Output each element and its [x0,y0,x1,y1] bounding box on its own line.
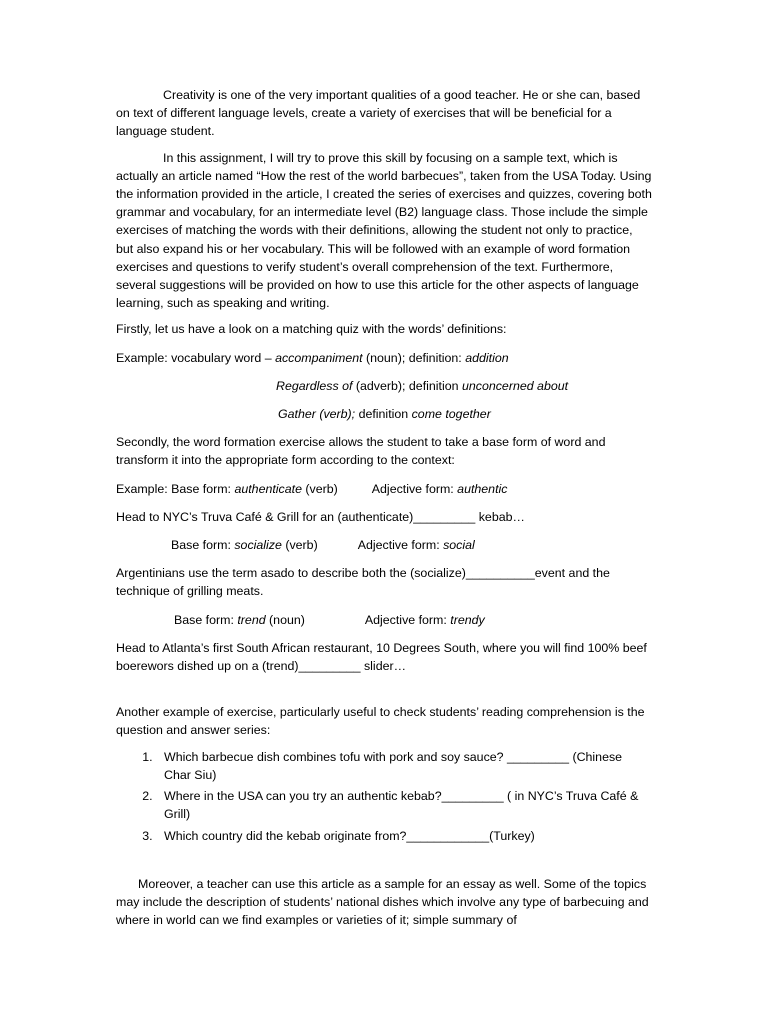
matching-example-3 [116,405,652,423]
word-formation-base-2-adj-label: Adjective form: [357,538,444,553]
matching-example-2-mid: (adverb); definition [352,378,462,393]
paragraph-another: Another example of exercise, particularly useful to check students’ reading comprehension is the question and answer series: [116,705,645,738]
word-formation-sentence-3: Head to Atlanta’s first South African restaurant, 10 Degrees South, where you will find 100% beef boerewors dished up on a (trend)_________ slider… [116,640,647,674]
word-formation-base-3 [116,611,652,629]
matching-example-1-word: accompaniment [275,350,363,365]
word-formation-base-2-pos: (verb) [281,538,318,553]
matching-example-2-definition: unconcerned about [461,378,569,393]
matching-example-3-word: Gather (verb); [278,407,356,422]
question-item-1: 1. Which barbecue dish combines tofu with pork and soy sauce? _________ (Chinese Char Siu) [156,748,652,784]
word-formation-base-3-label: Base form: [174,612,238,627]
word-formation-base-2-adj: social [443,538,475,553]
word-formation-example-adj: authentic [457,481,508,496]
matching-example-3-definition: come together [411,407,491,422]
word-formation-example-prefix: Example: Base form: [116,481,235,496]
paragraph-moreover: Moreover, a teacher can use this article as a sample for an essay as well. Some of the topics may include the description of students’ national dishes which involve any type of barbecuing and where in world can we find examples or varieties of it; simple summary of [116,876,649,928]
paragraph-secondly: Secondly, the word formation exercise allows the student to take a base form of word and transform it into the appropriate form according to the context: [116,435,606,468]
word-formation-example-pos: (verb) [301,481,338,496]
question-item-2: 2. Where in the USA can you try an authentic kebab?_________ ( in NYC’s Truva Café & Grill) [156,787,652,823]
matching-example-2-word: Regardless of [276,378,353,393]
paragraph-firstly: Firstly, let us have a look on a matching quiz with the words’ definitions: [116,322,507,337]
word-formation-base-2-word: socialize [234,538,282,553]
word-formation-sentence-2: Argentinians use the term asado to describe both the (socialize)__________event and the technique of grilling meats. [116,566,610,599]
word-formation-example-base: authenticate [234,481,302,496]
matching-example-1-prefix: Example: vocabulary word – [116,350,276,365]
matching-example-2 [116,377,652,395]
paragraph-assignment: In this assignment, I will try to prove this skill by focusing on a sample text, which is actually an article named “How the rest of the world barbecues”, taken from the USA Today. Using the information provided in the article, I created the series of exercises and quizzes, covering both grammar and vocabulary, for an intermediate level (B2) language class. Those include the simple exercises of matching the words with their definitions, allowing the student not only to practice, but also expand his or her vocabulary. This will be followed with an example of word formation exercises and questions to verify student’s overall comprehension of the text. Furthermore, several suggestions will be provided on how to use this article for the other aspects of language learning, such as speaking and writing. [116,150,652,311]
matching-example-1 [116,349,652,367]
word-formation-base-3-adj-label: Adjective form: [364,612,451,627]
document-body [116,86,652,929]
matching-example-1-mid: (noun); definition: [362,350,466,365]
word-formation-base-2 [116,536,652,554]
word-formation-example-adj-label: Adjective form: [371,481,458,496]
matching-example-1-definition: addition [465,350,509,365]
word-formation-sentence-1: Head to NYC’s Truva Café & Grill for an (authenticate)_________ kebab… [116,509,525,524]
word-formation-base-2-label: Base form: [171,538,235,553]
word-formation-base-3-adj: trendy [450,612,485,627]
question-list [116,748,652,845]
word-formation-example [116,480,652,498]
paragraph-intro: Creativity is one of the very important qualities of a good teacher. He or she can, based on text of different language levels, create a variety of exercises that will be beneficial for a language student. [116,88,641,139]
word-formation-base-3-pos: (noun) [265,612,305,627]
question-item-3: 3. Which country did the kebab originate from?____________(Turkey) [156,827,652,845]
word-formation-base-3-word: trend [237,612,266,627]
matching-example-3-mid: definition [355,407,412,422]
